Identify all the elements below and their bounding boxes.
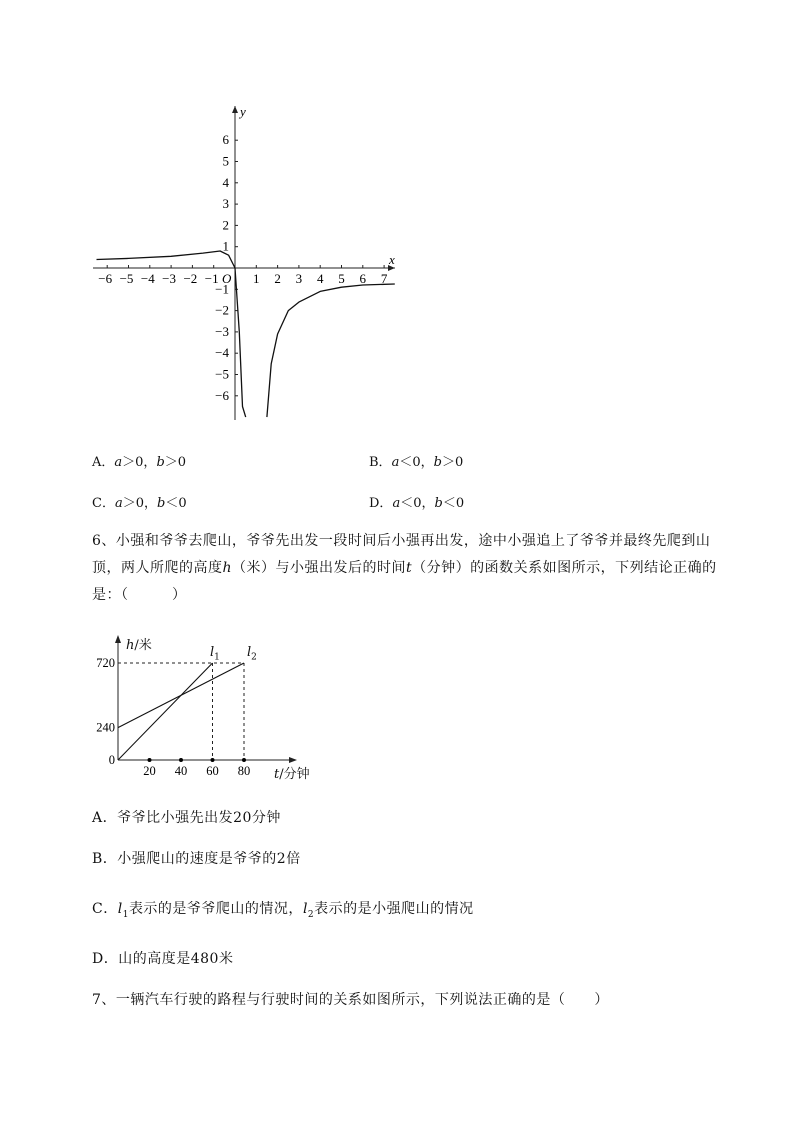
x-tick-label: −5 (119, 271, 134, 286)
option-prefix: A． (92, 455, 115, 470)
q6-var-t: t (406, 560, 413, 576)
y-tick-label: 3 (222, 196, 229, 212)
option-prefix: C． (92, 496, 115, 511)
x-tick-label: −4 (140, 271, 155, 286)
g2-l1-label (210, 645, 220, 663)
option-var-b: b (433, 455, 442, 470)
g2-x-label (274, 763, 310, 782)
x-tick-label: 6 (359, 271, 367, 286)
option-rel-1: ＞0， (122, 496, 157, 511)
q6-line2-part-a: 顶，两人所爬的高度 (92, 560, 223, 576)
q6-line2-part-c: （分钟）的函数关系如图所示，下列结论正确的 (412, 560, 717, 576)
option-rel-2: ＜0 (442, 496, 465, 511)
option-var-a: a (114, 496, 123, 511)
origin-label: O (222, 271, 232, 286)
graph2-content (96, 635, 297, 778)
option-c-middle: 表示的是爷爷爬山的情况， (128, 901, 303, 917)
y-tick-label: 4 (222, 174, 229, 190)
q6-option-d[interactable]: D．山的高度是480米 (92, 951, 234, 967)
origin-label: 0 (108, 753, 115, 767)
q5-option-c[interactable] (92, 492, 187, 511)
x-tick-dot (242, 758, 246, 762)
g2-l2-main: l (247, 645, 252, 660)
x-tick-label: 80 (237, 764, 251, 778)
x-tick-dot (211, 758, 215, 762)
g2-l2-label (247, 645, 257, 663)
x-tick-label: 3 (295, 271, 303, 286)
q6-line-1: 6、小强和爷爷去爬山，爷爷先出发一段时间后小强再出发，途中小强追上了爷爷并最终先爬到山 (92, 533, 711, 549)
x-tick-label: 7 (380, 271, 388, 286)
g2-x-unit: /分钟 (279, 767, 310, 782)
question-6-stem (92, 528, 752, 609)
x-tick-label: −3 (162, 271, 177, 286)
x-tick-label: 4 (316, 271, 324, 286)
curve-branch-2 (267, 284, 395, 417)
option-var-b: b (156, 455, 165, 470)
x-tick-label: −2 (183, 271, 198, 286)
function-graph (85, 100, 415, 430)
q6-option-c[interactable] (92, 896, 474, 929)
x-tick-label: 5 (338, 271, 345, 286)
q6-line-2 (92, 555, 752, 582)
x-tick-label: 20 (143, 764, 156, 778)
option-l2: l (302, 901, 308, 917)
option-rel-2: ＜0 (165, 496, 187, 511)
q6-line2-part-b: （米）与小强出发后的时间 (232, 560, 407, 576)
q5-option-d[interactable] (369, 492, 464, 511)
option-l2-sub: 2 (307, 909, 315, 920)
y-tick-label: −2 (215, 302, 229, 318)
option-rel-2: ＞0 (441, 455, 464, 470)
option-rel-2: ＞0 (164, 455, 187, 470)
option-l1: l (117, 901, 123, 917)
line-l1 (118, 663, 213, 760)
option-rel-1: ＜0， (399, 455, 434, 470)
y-tick-label: −3 (215, 323, 229, 339)
g2-l1-sub: 1 (214, 652, 220, 663)
option-var-a: a (392, 496, 401, 511)
option-prefix: D． (369, 496, 393, 511)
option-c-end: 表示的是小强爬山的情况 (314, 901, 474, 917)
h-axis-arrow (115, 635, 121, 643)
y-tick-label: 240 (96, 720, 115, 735)
option-var-a: a (391, 455, 400, 470)
q5-option-a[interactable] (92, 451, 186, 470)
y-axis-arrow (232, 106, 238, 113)
x-axis-label: x (389, 252, 395, 267)
x-tick-dot (148, 758, 152, 762)
g2-l1-main: l (210, 645, 215, 660)
option-l1-sub: 1 (122, 909, 129, 920)
g2-y-label (126, 634, 152, 653)
line-l2 (118, 663, 244, 728)
g2-l2-sub: 2 (251, 652, 257, 663)
option-var-b: b (434, 496, 443, 511)
y-tick-label: 1 (222, 238, 229, 254)
option-prefix: B． (369, 455, 392, 470)
x-tick-label: −1 (204, 271, 219, 286)
option-rel-1: ＜0， (400, 496, 435, 511)
q6-option-a[interactable]: A．爷爷比小强先出发20分钟 (92, 810, 281, 826)
g2-y-var: h (126, 638, 135, 653)
option-var-a: a (114, 455, 123, 470)
y-tick-label: 2 (222, 217, 229, 233)
x-tick-label: 40 (174, 764, 188, 778)
option-prefix: C． (92, 901, 118, 917)
y-axis-label: y (240, 104, 246, 119)
x-tick-dot (179, 758, 183, 762)
y-tick-label: −4 (215, 345, 229, 361)
x-tick-label: 60 (206, 764, 219, 778)
y-tick-label: −1 (215, 281, 229, 297)
option-rel-1: ＞0， (122, 455, 157, 470)
x-tick-label: 2 (274, 271, 281, 286)
question-7-stem: 7、一辆汽车行驶的路程与行驶时间的关系如图所示，下列说法正确的是（ ） (92, 992, 609, 1008)
q6-option-b[interactable]: B．小强爬山的速度是爷爷的2倍 (92, 851, 301, 867)
y-tick-label: 720 (96, 656, 115, 671)
q6-var-h: h (222, 560, 233, 576)
q5-option-b[interactable] (369, 451, 463, 470)
y-tick-label: −5 (215, 366, 229, 382)
graph1-axes (93, 104, 395, 420)
x-tick-label: −6 (98, 271, 113, 286)
y-tick-label: −6 (215, 387, 229, 403)
y-tick-label: 6 (222, 132, 229, 148)
x-tick-label: 1 (253, 271, 260, 286)
y-tick-label: 5 (222, 153, 229, 169)
q6-line-3: 是：（ ） (92, 587, 187, 603)
option-var-b: b (157, 496, 166, 511)
g2-y-unit: /米 (134, 638, 152, 653)
g2-x-var: t (274, 767, 280, 782)
